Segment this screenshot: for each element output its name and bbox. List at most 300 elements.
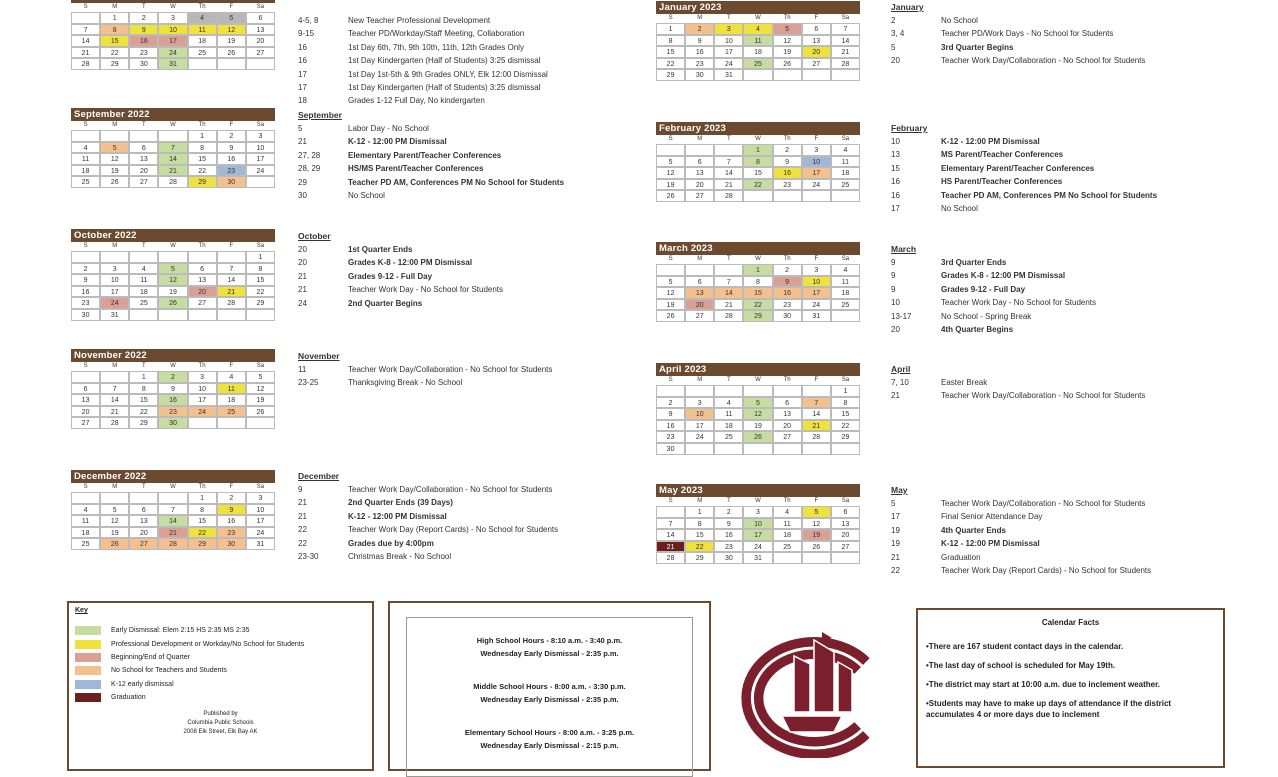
key-box [67, 601, 374, 771]
event-text: 4th Quarter Begins [941, 324, 1014, 334]
event-text: Graduation [941, 552, 981, 562]
calendar-day-cell: 29 [743, 310, 772, 322]
event-text: Easter Break [941, 378, 988, 387]
calendar-day-cell [743, 385, 772, 397]
calendar-week-row [71, 12, 275, 24]
calendar-day-cell: 5 [217, 12, 246, 24]
day-of-week-row [71, 483, 275, 492]
events-month-heading: January [891, 2, 924, 12]
event-date: 9 [891, 258, 896, 267]
event-date: 16 [298, 42, 307, 52]
calendar-day-cell: 18 [773, 529, 802, 541]
calendar-day-cell: 22 [188, 165, 217, 177]
calendar-day-cell: 16 [129, 35, 158, 47]
event-text: 1st Day Kindergarten (Half of Students) 3:25 dismissal [348, 82, 541, 92]
calendar-day-cell: 1 [831, 385, 860, 397]
calendar-day-cell: 19 [246, 394, 275, 406]
calendar-day-cell: 15 [685, 529, 714, 541]
calendar-day-cell: 27 [773, 431, 802, 443]
calendar-day-cell: 28 [217, 297, 246, 309]
event-row [891, 537, 1151, 550]
event-row [298, 94, 548, 107]
event-date: 21 [298, 285, 307, 295]
calendar-day-cell: 29 [188, 538, 217, 550]
calendar-day-cell: 1 [685, 506, 714, 518]
day-of-week-label: M [112, 363, 118, 369]
calendar-day-cell: 13 [802, 35, 831, 47]
calendar-day-cell: 1 [656, 23, 685, 35]
event-text: Teacher PD AM, Conferences PM No School for Students [348, 177, 565, 187]
calendar-day-cell: 26 [246, 406, 275, 418]
calendar-day-cell: 10 [246, 142, 275, 154]
calendar-day-cell: 18 [71, 527, 100, 539]
event-text: Grades K-8 - 12:00 PM Dismissal [941, 271, 1066, 281]
day-of-week-label: W [755, 256, 761, 262]
event-date: 21 [298, 511, 307, 521]
calendar-day-cell: 5 [802, 506, 831, 518]
calendar-day-cell: 16 [656, 420, 685, 432]
day-of-week-label: Th [198, 4, 206, 10]
calendar-week-row [71, 417, 275, 429]
day-of-week-label: T [142, 484, 146, 490]
calendar-day-cell: 30 [656, 443, 685, 455]
event-text: Christmas Break - No School [348, 551, 452, 561]
day-of-week-label: T [727, 498, 731, 504]
calendar-day-cell: 15 [831, 408, 860, 420]
calendar-day-cell: 5 [656, 156, 685, 168]
calendar-day-cell [656, 144, 685, 156]
event-text: New Teacher Professional Development [348, 16, 491, 25]
calendar-day-cell: 5 [246, 371, 275, 383]
calendar-week-row [656, 23, 860, 35]
event-date: 21 [298, 498, 307, 508]
calendar-day-cell: 13 [129, 153, 158, 165]
calendar-day-cell: 22 [685, 541, 714, 553]
events-apr [891, 363, 1145, 403]
calendar-day-cell: 3 [714, 23, 743, 35]
calendar-day-cell: 23 [685, 58, 714, 70]
day-of-week-label: T [727, 256, 731, 262]
event-row [891, 389, 1145, 402]
school-logo [722, 628, 892, 758]
calendar-day-cell: 26 [773, 58, 802, 70]
event-text: Teacher Work Day - No School for Students [941, 298, 1097, 308]
calendar-day-cell: 4 [831, 144, 860, 156]
event-row [298, 122, 564, 135]
event-text: Final Senior Attendance Day [941, 512, 1043, 522]
event-text: K-12 - 12:00 PM Dismissal [348, 511, 447, 521]
day-of-week-label: Th [783, 498, 791, 504]
calendar-day-cell [773, 385, 802, 397]
calendar-day-cell: 17 [714, 46, 743, 58]
calendar-day-cell: 4 [71, 142, 100, 154]
calendar-day-cell: 28 [831, 58, 860, 70]
event-date: 24 [298, 298, 307, 308]
calendar-day-cell: 25 [743, 58, 772, 70]
day-of-week-label: T [727, 377, 731, 383]
key-label: No School for Teachers and Students [111, 667, 227, 675]
calendar-day-cell: 1 [246, 251, 275, 263]
calendar-week-row [656, 299, 860, 311]
event-row [298, 189, 564, 202]
calendar-day-cell: 21 [714, 179, 743, 191]
calendar-day-cell: 6 [246, 12, 275, 24]
calendar-month-title: February 2023 [656, 122, 860, 135]
event-text: 3rd Quarter Ends [941, 258, 1007, 267]
calendar-day-cell: 16 [773, 167, 802, 179]
calendar-day-cell: 8 [188, 142, 217, 154]
events-month-heading: November [298, 351, 340, 361]
calendar-week-row [656, 287, 860, 299]
event-text: No School [348, 190, 385, 200]
event-date: 19 [891, 525, 900, 535]
key-item [75, 624, 366, 637]
events-month-heading [298, 1, 548, 14]
event-date: 9 [891, 284, 896, 294]
calendar-day-cell: 1 [129, 371, 158, 383]
calendar-jan-2023 [656, 1, 860, 81]
day-of-week-label: W [755, 498, 761, 504]
calendar-day-cell: 2 [773, 264, 802, 276]
day-of-week-label: F [814, 256, 819, 262]
calendar-day-cell [158, 251, 187, 263]
event-row [891, 189, 1157, 202]
day-of-week-label: W [170, 484, 176, 490]
calendar-day-cell: 5 [158, 263, 187, 275]
key-label: Early Dismissal: Elem 2:15 HS 2:35 MS 2:35 [111, 627, 250, 635]
calendar-day-cell: 15 [188, 515, 217, 527]
fact-item: •The district may start at 10:00 a.m. due to inclement weather. [926, 680, 1160, 689]
calendar-day-cell: 23 [217, 527, 246, 539]
calendar-day-cell: 6 [129, 142, 158, 154]
published-by [75, 710, 366, 737]
calendar-apr-2023 [656, 363, 860, 455]
elementary-school-hours [407, 726, 692, 752]
calendar-day-cell [802, 69, 831, 81]
calendar-day-cell: 30 [685, 69, 714, 81]
calendar-day-cell: 5 [100, 142, 129, 154]
event-date: 15 [891, 163, 900, 173]
event-date: 17 [891, 203, 900, 213]
event-text: No School - Spring Break [941, 311, 1032, 321]
events-sep [298, 109, 564, 202]
calendar-day-cell: 18 [743, 46, 772, 58]
day-of-week-label: M [697, 377, 703, 383]
calendar-day-cell [656, 264, 685, 276]
day-of-week-label: T [142, 243, 146, 249]
calendar-day-cell: 24 [714, 58, 743, 70]
calendar-day-cell: 13 [246, 24, 275, 36]
calendar-day-cell: 12 [656, 167, 685, 179]
calendar-day-cell: 16 [773, 287, 802, 299]
calendar-day-cell [246, 417, 275, 429]
event-date: 18 [298, 96, 307, 106]
calendar-week-row [71, 251, 275, 263]
day-of-week-label: F [814, 377, 819, 383]
calendar-day-cell: 10 [100, 274, 129, 286]
calendar-day-cell: 17 [188, 394, 217, 406]
calendar-day-cell: 20 [129, 165, 158, 177]
day-of-week-row [656, 255, 860, 264]
calendar-nov-2022 [71, 349, 275, 429]
calendar-day-cell: 13 [685, 167, 714, 179]
event-row [891, 497, 1151, 510]
calendar-day-cell: 24 [100, 297, 129, 309]
calendar-day-cell: 29 [246, 297, 275, 309]
day-of-week-label: F [229, 484, 234, 490]
calendar-day-cell [831, 552, 860, 564]
day-of-week-label: Sa [256, 363, 265, 369]
day-of-week-label: F [814, 136, 819, 142]
calendar-day-cell: 2 [656, 397, 685, 409]
calendar-day-cell: 15 [743, 287, 772, 299]
calendar-day-cell: 17 [246, 153, 275, 165]
calendar-day-cell: 31 [714, 69, 743, 81]
calendar-day-cell: 16 [158, 394, 187, 406]
calendar-day-cell: 21 [831, 46, 860, 58]
event-date: 9 [891, 271, 896, 281]
calendar-day-cell: 10 [714, 35, 743, 47]
event-row [298, 243, 503, 256]
calendar-day-cell: 14 [217, 274, 246, 286]
calendar-day-cell: 25 [217, 406, 246, 418]
event-row [891, 564, 1151, 577]
event-date: 7, 10 [891, 378, 909, 387]
calendar-day-cell: 21 [71, 47, 100, 59]
calendar-day-cell: 12 [158, 274, 187, 286]
calendar-day-cell [217, 251, 246, 263]
day-of-week-row [71, 242, 275, 251]
calendar-day-cell: 23 [656, 431, 685, 443]
calendar-day-cell: 12 [100, 515, 129, 527]
calendar-day-cell: 6 [685, 156, 714, 168]
calendar-month-title: May 2023 [656, 484, 860, 497]
event-row [891, 323, 1096, 336]
calendar-day-cell [685, 385, 714, 397]
calendar-day-cell: 20 [685, 299, 714, 311]
day-of-week-label: W [170, 363, 176, 369]
calendar-day-cell: 28 [158, 538, 187, 550]
calendar-day-cell: 26 [217, 47, 246, 59]
calendar-day-cell: 19 [656, 179, 685, 191]
calendar-day-cell: 18 [71, 165, 100, 177]
calendar-day-cell: 31 [158, 58, 187, 70]
calendar-day-cell [714, 385, 743, 397]
key-item [75, 637, 366, 650]
calendar-week-row [656, 397, 860, 409]
calendar-day-cell [158, 130, 187, 142]
key-swatch [75, 626, 101, 635]
calendar-day-cell: 17 [158, 35, 187, 47]
calendar-day-cell: 28 [714, 310, 743, 322]
events-dec [298, 470, 558, 563]
day-of-week-label: Sa [841, 377, 850, 383]
calendar-day-cell: 19 [773, 46, 802, 58]
key-item [75, 651, 366, 664]
calendar-day-cell: 3 [802, 144, 831, 156]
hours-line: Middle School Hours - 8:00 a.m. - 3:30 p.m. [473, 682, 626, 691]
calendar-day-cell: 6 [188, 263, 217, 275]
events-month-heading: December [298, 471, 340, 481]
calendar-week-row [656, 190, 860, 202]
calendar-day-cell [773, 190, 802, 202]
calendar-day-cell: 21 [158, 165, 187, 177]
event-text: Grades 9-12 - Full Day [941, 284, 1026, 294]
calendar-day-cell: 7 [71, 24, 100, 36]
event-date: 3, 4 [891, 29, 905, 39]
day-of-week-label: T [727, 15, 731, 21]
calendar-day-cell: 21 [714, 299, 743, 311]
calendar-day-cell: 4 [773, 506, 802, 518]
calendar-week-row [71, 176, 275, 188]
event-row [891, 269, 1096, 282]
event-row [891, 162, 1157, 175]
calendar-day-cell: 2 [714, 506, 743, 518]
event-row [298, 283, 503, 296]
calendar-day-cell: 24 [685, 431, 714, 443]
calendar-day-cell: 21 [100, 406, 129, 418]
event-row [891, 41, 1145, 54]
calendar-day-cell [188, 251, 217, 263]
calendar-day-cell: 3 [802, 264, 831, 276]
hours-line: Wednesday Early Dismissal - 2:35 p.m. [480, 649, 619, 658]
calendar-day-cell: 2 [71, 263, 100, 275]
calendar-day-cell: 8 [831, 397, 860, 409]
event-text: Thanksgiving Break - No School [348, 378, 463, 388]
calendar-day-cell: 13 [188, 274, 217, 286]
calendar-day-cell: 8 [685, 518, 714, 530]
calendar-day-cell: 3 [100, 263, 129, 275]
calendar-week-row [656, 46, 860, 58]
calendar-day-cell [831, 443, 860, 455]
calendar-week-row [656, 179, 860, 191]
calendar-day-cell: 20 [802, 46, 831, 58]
calendar-week-row [71, 527, 275, 539]
event-row [891, 256, 1096, 269]
calendar-week-row [71, 394, 275, 406]
calendar-day-cell [158, 309, 187, 321]
calendar-day-cell [100, 251, 129, 263]
calendar-day-cell: 10 [158, 24, 187, 36]
event-date: 19 [891, 539, 900, 549]
calendar-day-cell: 9 [217, 142, 246, 154]
day-of-week-label: T [727, 136, 731, 142]
event-date: 5 [891, 499, 896, 508]
day-of-week-label: Th [783, 15, 791, 21]
facts-title: Calendar Facts [1041, 618, 1100, 627]
calendar-month-title: November 2022 [71, 349, 275, 362]
key-item [75, 691, 366, 704]
event-date: 30 [298, 190, 307, 200]
event-row [891, 54, 1145, 67]
calendar-day-cell: 27 [685, 310, 714, 322]
calendar-day-cell: 22 [743, 179, 772, 191]
calendar-day-cell: 30 [158, 417, 187, 429]
event-text: 3rd Quarter Begins [941, 42, 1014, 52]
event-date: 5 [298, 124, 303, 133]
event-text: Grades 1-12 Full Day, No kindergarten [348, 96, 485, 106]
calendar-day-cell: 18 [217, 394, 246, 406]
day-of-week-label: S [668, 256, 673, 262]
event-text: 1st Day 6th, 7th, 9th 10th, 11th, 12th Grades Only [348, 42, 524, 52]
calendar-day-cell: 12 [773, 35, 802, 47]
event-date: 17 [298, 82, 307, 92]
calendar-day-cell [129, 492, 158, 504]
calendar-day-cell: 10 [802, 276, 831, 288]
events-month-heading: February [891, 123, 928, 133]
event-row [298, 363, 552, 376]
calendar-day-cell: 7 [158, 142, 187, 154]
calendar-day-cell [714, 264, 743, 276]
calendar-day-cell: 14 [831, 35, 860, 47]
calendar-day-cell: 21 [158, 527, 187, 539]
calendar-day-cell: 22 [656, 58, 685, 70]
calendar-day-cell: 17 [802, 287, 831, 299]
day-of-week-label: T [142, 4, 146, 10]
calendar-day-cell: 1 [188, 130, 217, 142]
calendar-day-cell: 30 [773, 310, 802, 322]
event-row [891, 27, 1145, 40]
calendar-day-cell: 14 [100, 394, 129, 406]
calendar-day-cell: 27 [685, 190, 714, 202]
calendar-day-cell: 15 [129, 394, 158, 406]
calendar-day-cell: 29 [685, 552, 714, 564]
event-row [298, 41, 548, 54]
calendar-day-cell [831, 310, 860, 322]
calendar-day-cell: 28 [802, 431, 831, 443]
calendar-day-cell: 14 [802, 408, 831, 420]
event-text: MS Parent/Teacher Conferences [941, 150, 1064, 160]
calendar-week-row [656, 385, 860, 397]
event-row [298, 27, 548, 40]
calendar-week-row [656, 431, 860, 443]
calendar-day-cell: 20 [71, 406, 100, 418]
calendar-day-cell: 14 [656, 529, 685, 541]
calendar-day-cell [743, 190, 772, 202]
events-may [891, 484, 1151, 577]
calendar-day-cell: 8 [656, 35, 685, 47]
school-hours-inner [406, 617, 693, 777]
calendar-day-cell: 20 [685, 179, 714, 191]
day-of-week-label: Sa [256, 243, 265, 249]
calendar-month-title: March 2023 [656, 242, 860, 255]
events-jan [891, 1, 1145, 68]
event-text: No School [941, 203, 978, 213]
events-feb [891, 122, 1157, 215]
facts-list [926, 641, 1215, 720]
event-row [891, 310, 1096, 323]
calendar-dec-2022 [71, 470, 275, 550]
event-row [298, 510, 558, 523]
calendar-day-cell: 22 [100, 47, 129, 59]
calendar-day-cell: 12 [656, 287, 685, 299]
day-of-week-label: T [142, 122, 146, 128]
calendar-day-cell [217, 309, 246, 321]
calendar-day-cell: 17 [802, 167, 831, 179]
event-date: 20 [891, 324, 900, 334]
calendar-day-cell: 13 [685, 287, 714, 299]
calendar-day-cell [246, 176, 275, 188]
calendar-month-title: September 2022 [71, 108, 275, 121]
calendar-day-cell: 6 [129, 504, 158, 516]
day-of-week-label: Th [198, 122, 206, 128]
calendar-day-cell: 13 [71, 394, 100, 406]
key-item [75, 664, 366, 677]
event-text: Teacher Work Day/Collaboration - No School for Students [941, 391, 1146, 401]
calendar-week-row [71, 492, 275, 504]
calendar-day-cell: 9 [685, 35, 714, 47]
calendar-day-cell: 11 [773, 518, 802, 530]
